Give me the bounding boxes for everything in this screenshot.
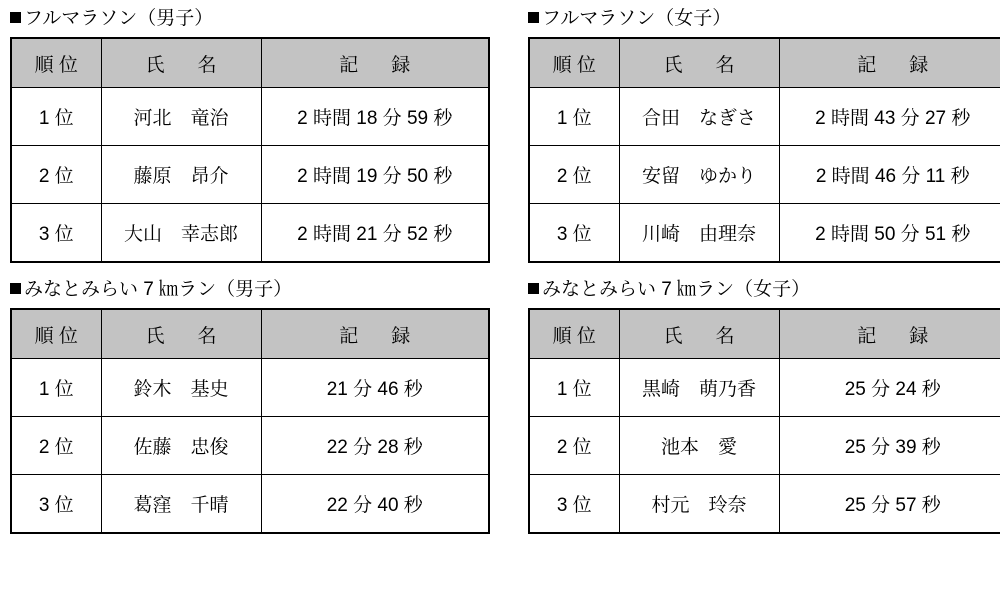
cell-name: 黒崎 萌乃香 (619, 359, 779, 417)
cell-name: 藤原 昂介 (101, 146, 261, 204)
column-header-record: 記 録 (779, 309, 1000, 359)
cell-name: 安留 ゆかり (619, 146, 779, 204)
cell-record: 25 分 57 秒 (779, 475, 1000, 534)
table-header-row (11, 309, 489, 359)
table-row (529, 204, 1000, 263)
cell-name: 池本 愛 (619, 417, 779, 475)
cell-record: 21 分 46 秒 (261, 359, 489, 417)
column-header-name: 氏 名 (619, 309, 779, 359)
column-header-rank: 順 位 (529, 309, 619, 359)
cell-record: 25 分 39 秒 (779, 417, 1000, 475)
bullet-square-icon (10, 12, 21, 23)
cell-record: 2 時間 21 分 52 秒 (261, 204, 489, 263)
cell-record: 2 時間 46 分 11 秒 (779, 146, 1000, 204)
cell-name: 河北 竜治 (101, 88, 261, 146)
column-header-record: 記 録 (261, 309, 489, 359)
cell-name: 佐藤 忠俊 (101, 417, 261, 475)
cell-rank: 3 位 (529, 204, 619, 263)
results-table (528, 308, 1000, 534)
column-header-name: 氏 名 (101, 309, 261, 359)
cell-rank: 2 位 (529, 146, 619, 204)
cell-rank: 3 位 (11, 475, 101, 534)
table-row (529, 359, 1000, 417)
table-row (11, 88, 489, 146)
results-table (10, 37, 490, 263)
cell-rank: 1 位 (11, 88, 101, 146)
bullet-square-icon (10, 283, 21, 294)
cell-record: 2 時間 50 分 51 秒 (779, 204, 1000, 263)
column-header-name: 氏 名 (619, 38, 779, 88)
table-row (529, 88, 1000, 146)
results-table (10, 308, 490, 534)
cell-record: 22 分 40 秒 (261, 475, 489, 534)
column-header-rank: 順 位 (11, 309, 101, 359)
cell-record: 2 時間 43 分 27 秒 (779, 88, 1000, 146)
cell-name: 大山 幸志郎 (101, 204, 261, 263)
column-gap (492, 6, 528, 263)
cell-record: 22 分 28 秒 (261, 417, 489, 475)
result-block-7km-men (10, 277, 492, 534)
table-header-row (529, 38, 1000, 88)
block-title (528, 6, 1000, 32)
cell-rank: 1 位 (529, 359, 619, 417)
block-title (528, 277, 1000, 303)
cell-rank: 2 位 (11, 146, 101, 204)
cell-rank: 2 位 (11, 417, 101, 475)
column-header-name: 氏 名 (101, 38, 261, 88)
column-header-rank: 順 位 (529, 38, 619, 88)
cell-rank: 1 位 (11, 359, 101, 417)
cell-name: 村元 玲奈 (619, 475, 779, 534)
table-header-row (11, 38, 489, 88)
column-header-record: 記 録 (261, 38, 489, 88)
table-row (11, 146, 489, 204)
column-gap (492, 277, 528, 534)
cell-rank: 2 位 (529, 417, 619, 475)
column-header-rank: 順 位 (11, 38, 101, 88)
cell-rank: 3 位 (529, 475, 619, 534)
block-title-text: フルマラソン（女子） (542, 8, 732, 29)
cell-name: 合田 なぎさ (619, 88, 779, 146)
column-header-record: 記 録 (779, 38, 1000, 88)
block-title (10, 6, 492, 32)
block-title (10, 277, 492, 303)
result-block-full-marathon-women (528, 6, 1000, 263)
table-row (529, 146, 1000, 204)
results-grid (10, 6, 990, 534)
cell-record: 25 分 24 秒 (779, 359, 1000, 417)
table-row (11, 417, 489, 475)
table-row (529, 475, 1000, 534)
bullet-square-icon (528, 12, 539, 23)
results-table (528, 37, 1000, 263)
cell-name: 葛窪 千晴 (101, 475, 261, 534)
block-title-text: フルマラソン（男子） (24, 8, 214, 29)
cell-name: 鈴木 基史 (101, 359, 261, 417)
block-title-text: みなとみらい 7 ㎞ラン（女子） (542, 279, 811, 300)
table-row (11, 359, 489, 417)
cell-rank: 1 位 (529, 88, 619, 146)
result-block-full-marathon-men (10, 6, 492, 263)
cell-record: 2 時間 19 分 50 秒 (261, 146, 489, 204)
cell-rank: 3 位 (11, 204, 101, 263)
block-title-text: みなとみらい 7 ㎞ラン（男子） (24, 279, 293, 300)
result-block-7km-women (528, 277, 1000, 534)
table-row (529, 417, 1000, 475)
cell-name: 川崎 由理奈 (619, 204, 779, 263)
table-row (11, 475, 489, 534)
cell-record: 2 時間 18 分 59 秒 (261, 88, 489, 146)
table-row (11, 204, 489, 263)
bullet-square-icon (528, 283, 539, 294)
table-header-row (529, 309, 1000, 359)
